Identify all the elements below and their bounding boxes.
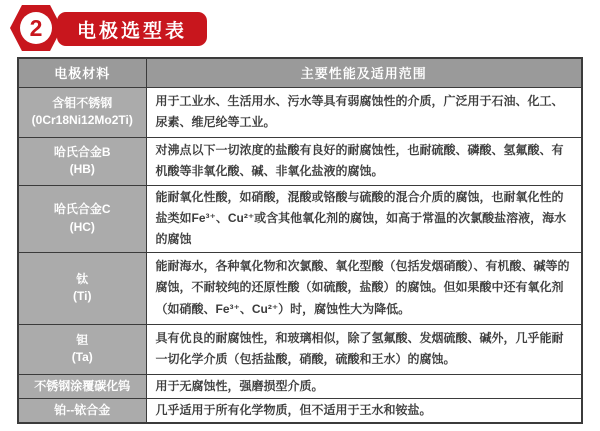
step-badge — [10, 5, 62, 51]
step-number: 2 — [29, 14, 43, 41]
material-cell — [18, 87, 146, 137]
material-name: 哈氏合金C — [53, 202, 111, 217]
badge-circle — [20, 12, 52, 44]
material-name: 铂--铱合金 — [54, 402, 111, 417]
material-cell — [18, 398, 146, 423]
column-header-material: 电极材料 — [18, 58, 146, 87]
page-title: 电极选型表 — [76, 20, 187, 42]
title-banner — [57, 12, 207, 46]
material-cell — [18, 252, 146, 324]
material-name: 不锈钢涂覆碳化钨 — [34, 378, 131, 393]
material-grade: (Ta) — [71, 350, 93, 365]
description-cell: 能耐氧化性酸，如硝酸，混酸或铬酸与硫酸的混合介质的腐蚀，也耐氧化性的盐类如Fe³⁺、Cu²⁺或含其他氧化剂的腐蚀，如高于常温的次氯酸盐溶液，海水的腐蚀 — [146, 185, 582, 252]
material-cell — [18, 137, 146, 185]
description-cell: 几乎适用于所有化学物质，但不适用于王水和铵盐。 — [146, 398, 582, 423]
table-row — [18, 87, 582, 137]
table-row — [18, 185, 582, 252]
table-row — [18, 252, 582, 324]
material-grade: (0Cr18Ni12Mo2Ti) — [31, 113, 133, 127]
material-name: 钽 — [76, 332, 89, 347]
material-name: 哈氏合金B — [53, 144, 111, 159]
column-header-performance: 主要性能及适用范围 — [146, 58, 582, 87]
table-row — [18, 374, 582, 398]
material-cell — [18, 374, 146, 398]
description-cell: 对沸点以下一切浓度的盐酸有良好的耐腐蚀性，也耐硫酸、磷酸、氢氟酸、有机酸等非氧化酸、碱、非氧化盐液的腐蚀。 — [146, 137, 582, 185]
description-cell: 能耐海水，各种氧化物和次氯酸、氧化型酸（包括发烟硝酸）、有机酸、碱等的腐蚀，不耐较纯的还原性酸（如硫酸，盐酸）的腐蚀。但如果酸中还有氧化剂（如硝酸、Fe³⁺、Cu²⁺）时，腐蚀性大为降低。 — [146, 252, 582, 324]
description-cell: 用于无腐蚀性，强磨损型介质。 — [146, 374, 582, 398]
material-grade: (Ti) — [73, 289, 92, 304]
material-grade: (HB) — [69, 162, 95, 176]
description-cell: 用于工业水、生活用水、污水等具有弱腐蚀性的介质，广泛用于石油、化工、尿素、维尼纶等工业。 — [146, 87, 582, 137]
material-grade: (HC) — [69, 219, 95, 234]
description-cell: 具有优良的耐腐蚀性，和玻璃相似，除了氢氟酸、发烟硫酸、碱外，几乎能耐一切化学介质（包括盐酸，硝酸，硫酸和王水）的腐蚀。 — [146, 324, 582, 374]
table-row — [18, 398, 582, 423]
material-cell — [18, 324, 146, 374]
material-name: 含钼不锈钢 — [52, 95, 113, 110]
electrode-selection-table — [17, 57, 583, 424]
table-row — [18, 137, 582, 185]
material-cell — [18, 185, 146, 252]
table-row — [18, 324, 582, 374]
material-name: 钛 — [76, 271, 89, 286]
table-header-row — [18, 58, 582, 87]
